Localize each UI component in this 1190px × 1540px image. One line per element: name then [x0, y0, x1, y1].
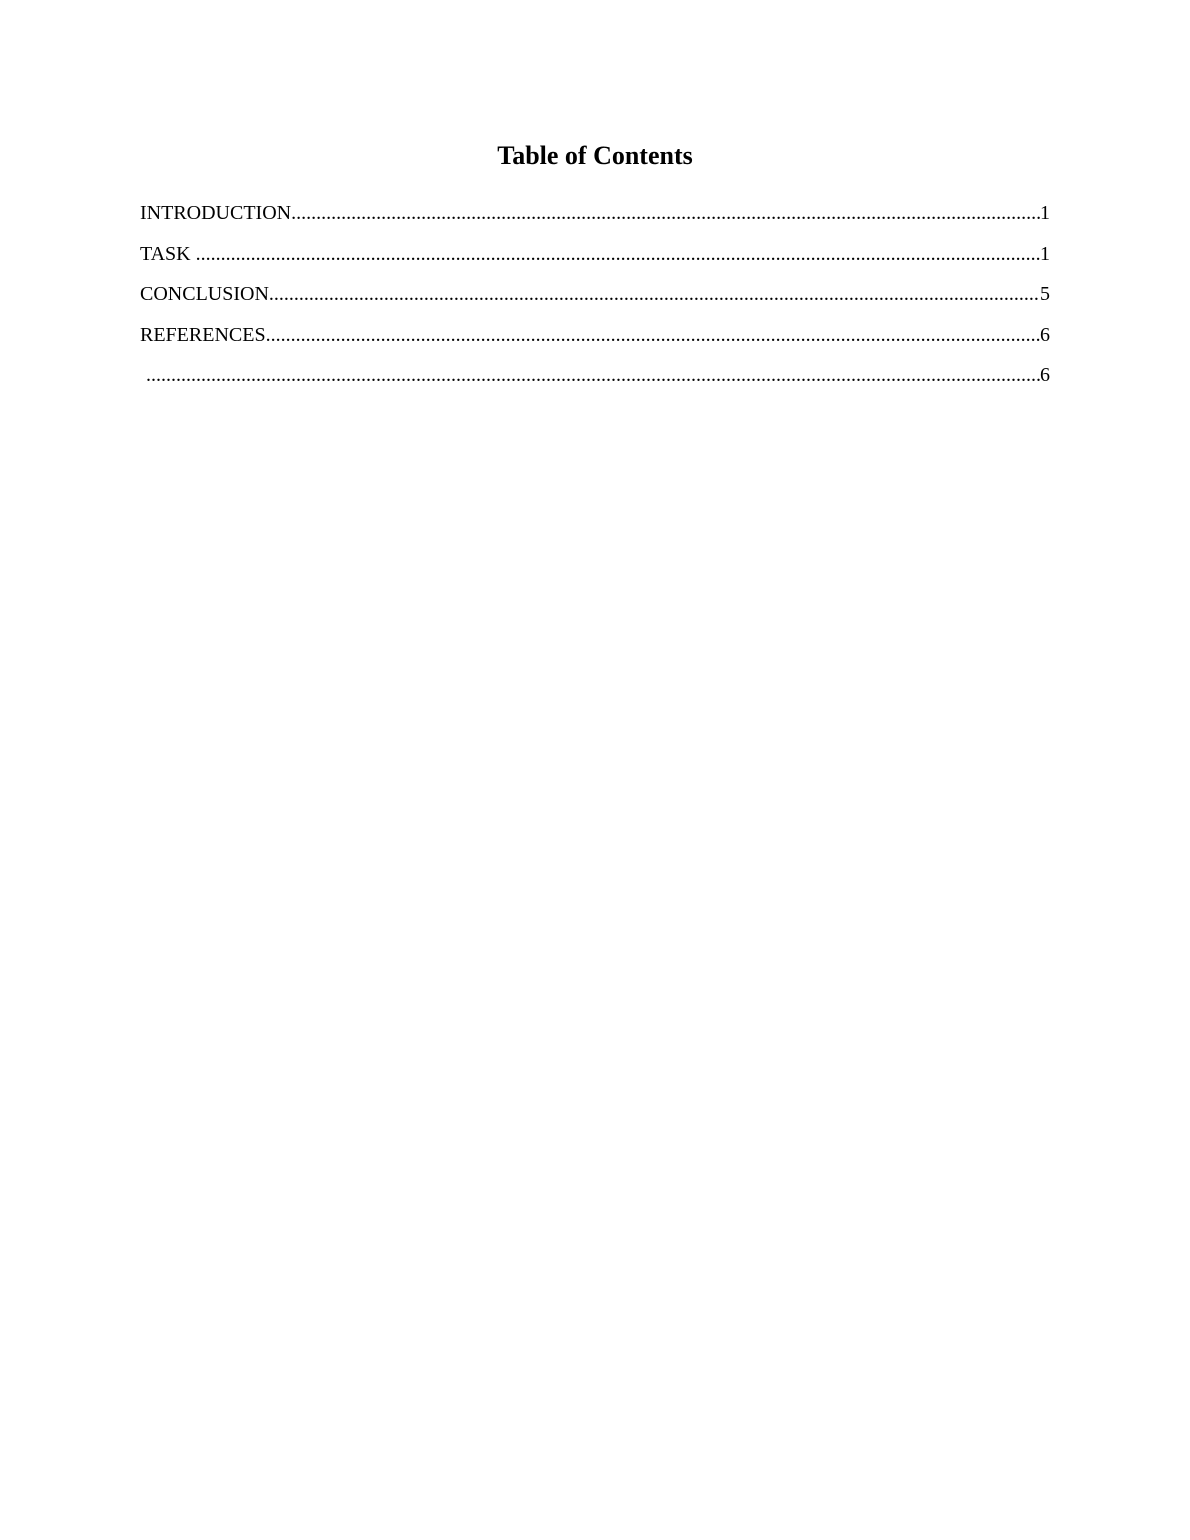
toc-entry-page-number: 5	[1040, 283, 1050, 305]
toc-entry-untitled[interactable]	[140, 360, 1050, 401]
toc-entry-conclusion[interactable]	[140, 279, 1050, 320]
toc-entry-task[interactable]	[140, 239, 1050, 280]
toc-dot-leader	[266, 320, 1040, 350]
toc-title: Table of Contents	[497, 141, 693, 170]
toc-entry-label: INTRODUCTION	[140, 202, 292, 224]
toc-dot-leader	[196, 239, 1040, 269]
toc-list	[140, 198, 1050, 401]
toc-dot-leader	[146, 360, 1040, 390]
toc-entry-label: CONCLUSION	[140, 283, 269, 305]
toc-entry-page-number: 1	[1040, 242, 1050, 265]
toc-entry-label: REFERENCES	[140, 323, 266, 346]
toc-entry-label: TASK	[140, 242, 196, 265]
toc-entry-introduction[interactable]	[140, 198, 1050, 239]
toc-dot-leader	[291, 198, 1040, 228]
toc-entry-references[interactable]	[140, 320, 1050, 361]
toc-dot-leader	[269, 279, 1040, 309]
toc-entry-page-number: 6	[1040, 323, 1050, 346]
toc-entry-page-number: 1	[1040, 202, 1050, 224]
toc-entry-page-number: 6	[1040, 364, 1050, 386]
